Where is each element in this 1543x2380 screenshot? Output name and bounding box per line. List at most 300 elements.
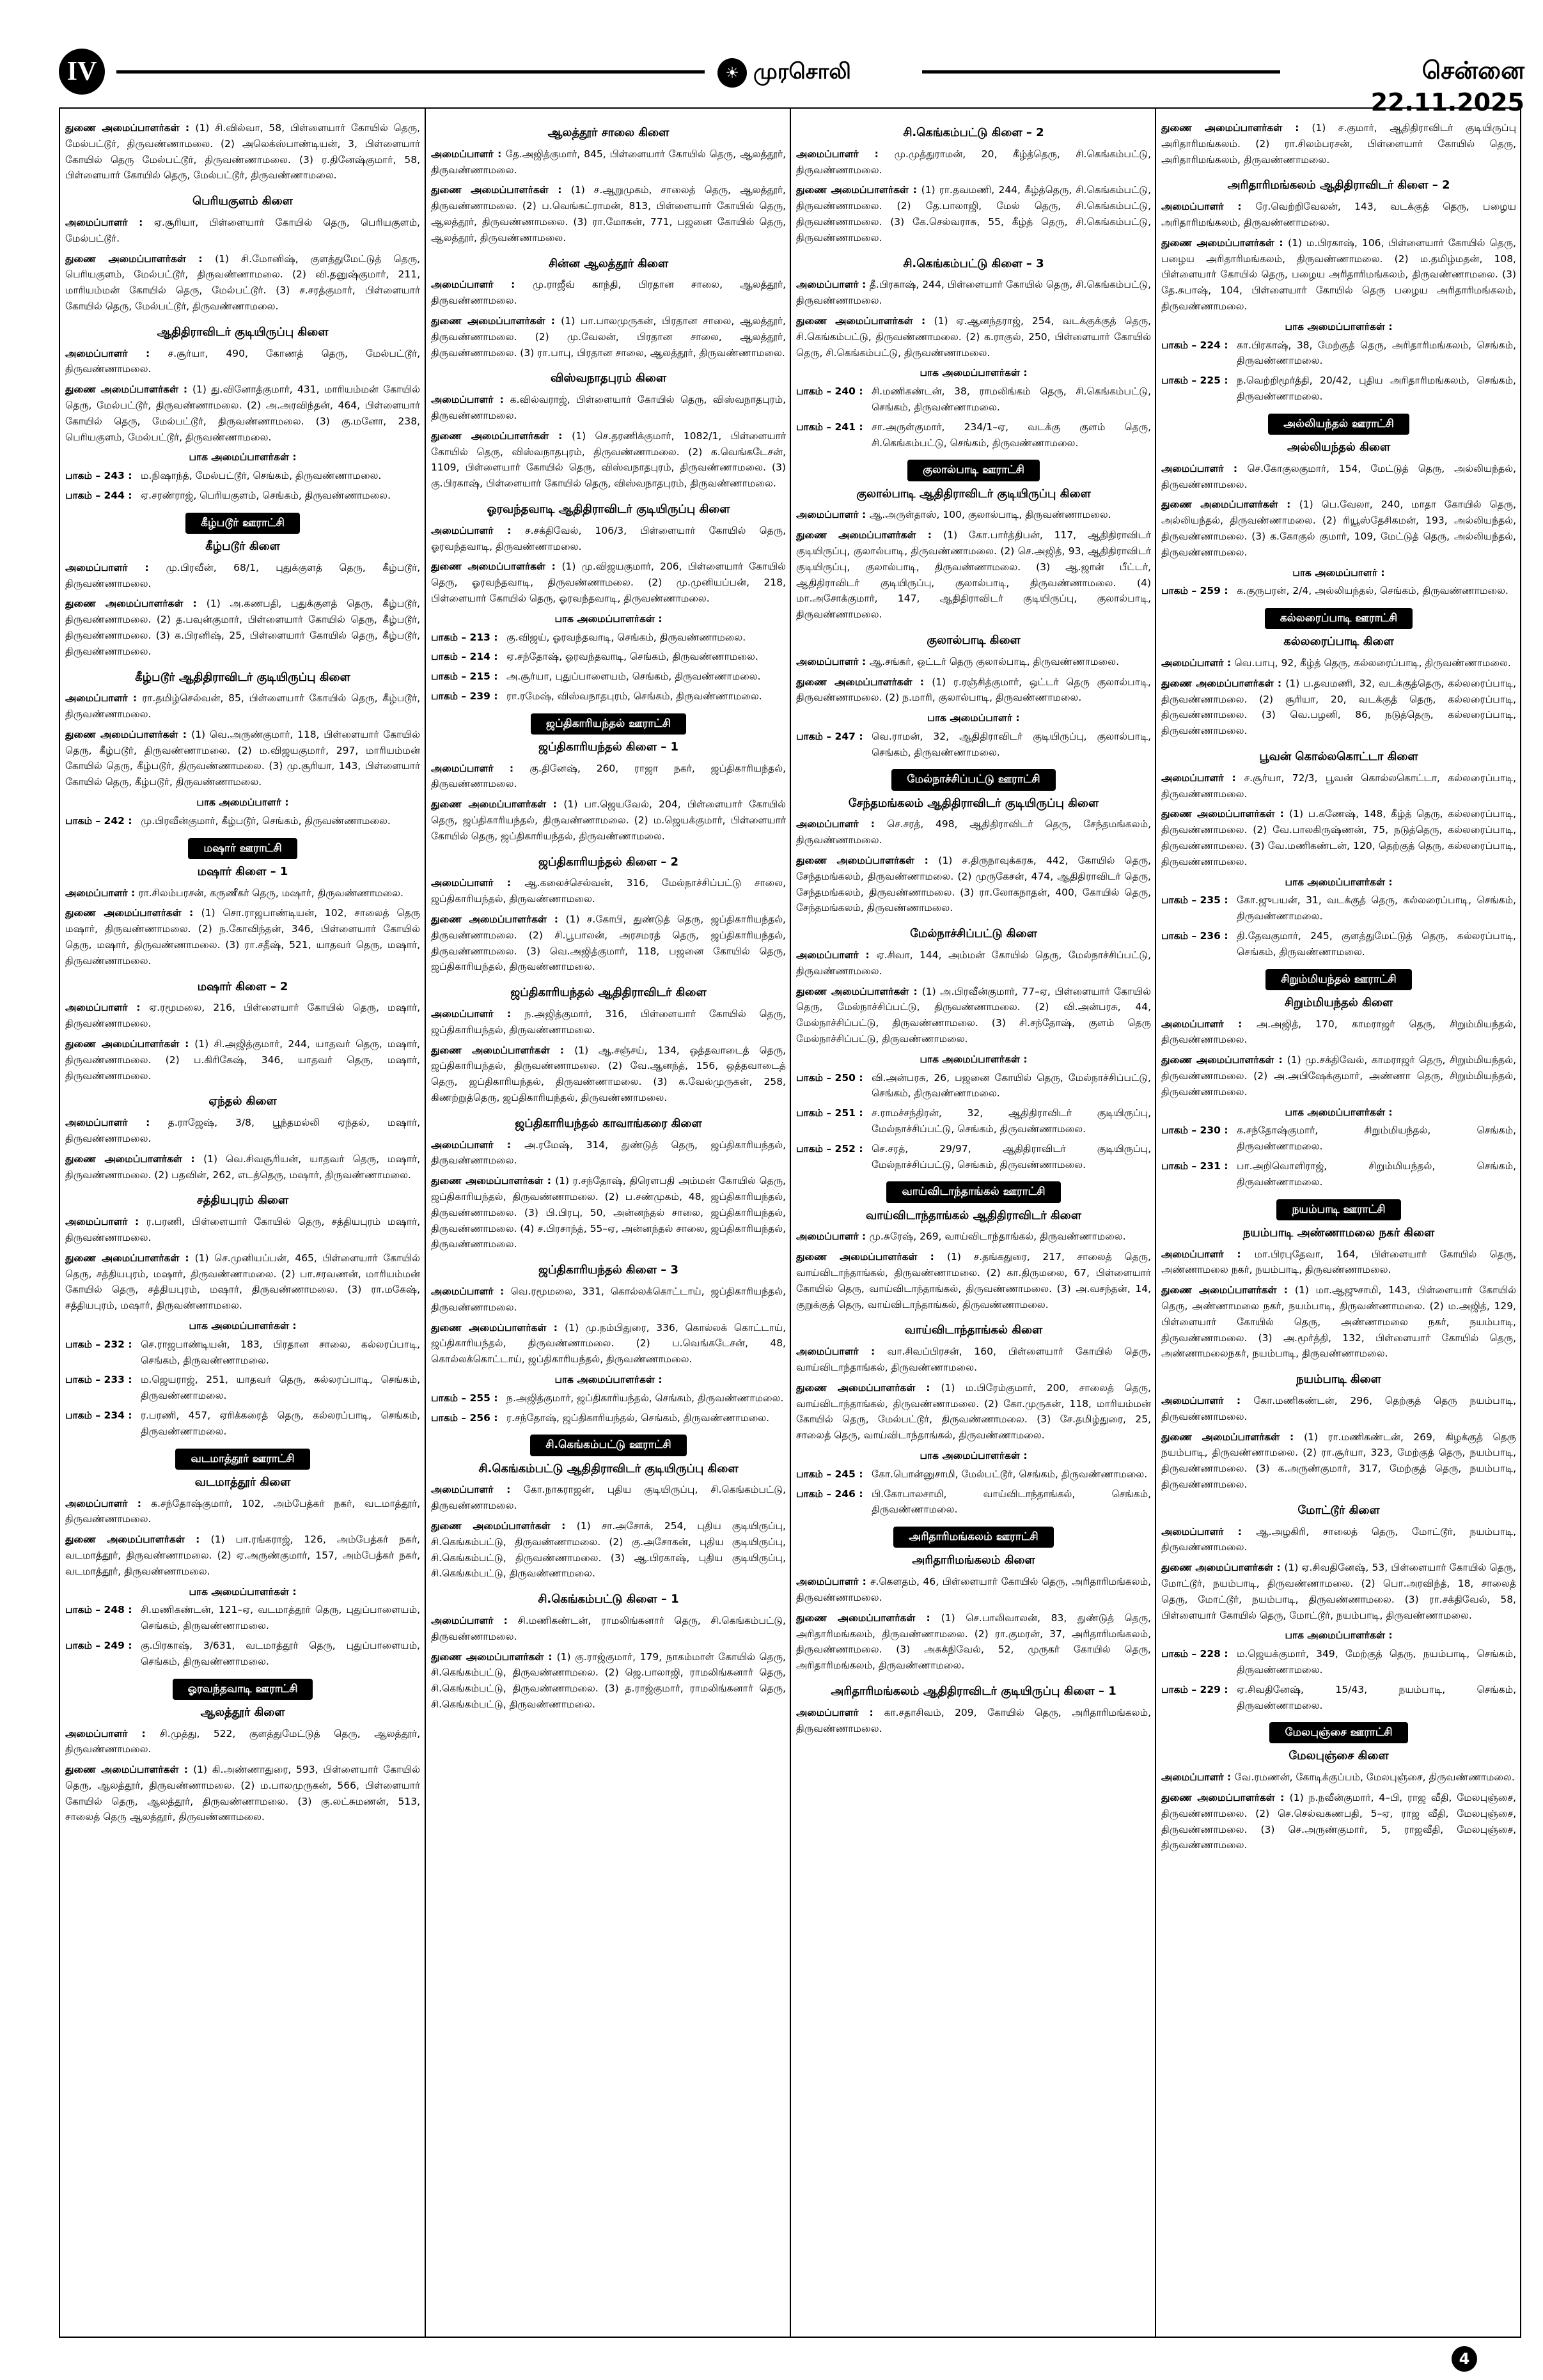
member-details: (1) து.வினோத்குமார், 431, மாரியம்மன் கோயில் தெரு, மேல்பட்டூர், திருவண்ணாமலை. (2) அ.அரவிந்தன், 464, பிள்ளையார் கோயில் தெரு, மேல்பட்டூர், திருவண்ணாமலை. (3) கு.மனோ, 238, பெரியகுளம், மேல்பட்டூர், திருவண்ணாமலை. bbox=[65, 384, 420, 443]
member-details: சி.மணிகண்டன், ராமலிங்கனார் தெரு, சி.கெங்கம்பட்டு, திருவண்ணாமலை. bbox=[431, 1614, 786, 1642]
office-bearer-entry bbox=[65, 905, 420, 968]
branch-section bbox=[431, 124, 786, 246]
member-details: ஏ.சூரியா, பிள்ளையார் கோயில் தெரு, பெரியகுளம், மேல்பட்டூர். bbox=[65, 216, 420, 244]
branch-title: ஜப்திகாரியந்தல் ஆதிதிராவிடர் கிளை bbox=[510, 986, 707, 1000]
booth-member: க.குருபரன், 2/4, அல்லியந்தல், செங்கம், திருவண்ணாமலை. bbox=[1237, 585, 1508, 597]
booth-member: ரா.ரமேஷ், விஸ்வநாதபுரம், செங்கம், திருவண்ணாமலை. bbox=[506, 690, 762, 702]
branch-title: ஆலத்தூர் சாலை கிளை bbox=[547, 126, 670, 139]
office-bearer-entry bbox=[65, 251, 420, 315]
booth-row bbox=[65, 1337, 420, 1369]
branch-section bbox=[1161, 1371, 1516, 1493]
booth-heading: பாக அமைப்பாளர்கள் : bbox=[1285, 876, 1393, 888]
office-bearer-entry bbox=[796, 1380, 1151, 1443]
office-bearer-entry bbox=[1161, 770, 1516, 802]
panchayat-name: குலால்பாடி ஊராட்சி bbox=[907, 460, 1040, 481]
panchayat-banner bbox=[1161, 414, 1516, 435]
member-details: (1) சொ.ராஜபாண்டியன், 102, சாலைத் தெரு மஷார், திருவண்ணாமலை. (2) ந.கோவிந்தன், 346, பிள்ளையார் கோயில் தெரு, மஷார், திருவண்ணாமலை. (3) ரா.சதீஷ், 521, யாதவர் தெரு, மஷார், திருவண்ணாமலை. bbox=[65, 907, 420, 967]
office-bearer-entry bbox=[1161, 1524, 1516, 1556]
office-bearer-entry bbox=[1161, 120, 1516, 167]
branch-title: அரிதாரிமங்கலம் ஆதிதிராவிடர் குடியிருப்பு கிளை – 1 bbox=[831, 1684, 1116, 1698]
booth-row bbox=[796, 1141, 1151, 1173]
booth-number: பாகம் – 243 : bbox=[65, 470, 132, 482]
member-details: வே.ரமணன், கோடிக்குப்பம், மேலபுஞ்சை, திருவண்ணாமலை. bbox=[1234, 1771, 1515, 1784]
office-bearer-entry bbox=[65, 1762, 420, 1825]
member-details: மு.முத்துராமன், 20, கீழ்த்தெரு, சி.கெங்கம்பட்டு, திருவண்ணாமலை. bbox=[796, 148, 1151, 176]
member-details: (1) செ.தரணிக்குமார், 1082/1, பிள்ளையார் கோயில் தெரு, விஸ்வநாதபுரம், திருவண்ணாமலை. (2) க.வெங்கடேசன், 1109, பிள்ளையார் கோயில் தெரு, விஸ்வநாதபுரம், திருவண்ணாமலை. (3) கு.பிரகாஷ், பிள்ளையார் கோயில் தெரு, விஸ்வநாதபுரம், திருவண்ணாமலை. bbox=[431, 430, 786, 490]
role-label: அமைப்பாளர் : bbox=[796, 949, 877, 961]
booth-row bbox=[65, 1638, 420, 1670]
member-details: (1) ஏ.ஆனந்தராஜ், 254, வடக்குக்குத் தெரு, சி.கெங்கம்பட்டு, திருவண்ணாமலை. (2) க.ராகுல், 250, பிள்ளையார் கோயில் தெரு, சி.கெங்கம்பட்டு, திருவண்ணாமலை. bbox=[796, 315, 1151, 359]
role-label: அமைப்பாளர் : bbox=[796, 655, 870, 667]
member-details: அ.அஜித், 170, காமராஜர் தெரு, சிறும்மியந்தல், திருவண்ணாமலை. bbox=[1161, 1018, 1516, 1046]
booth-member: தி.தேவகுமார், 245, குளத்துமேட்டுத் தெரு, கல்லரப்பாடி, செங்கம், திருவண்ணாமலை. bbox=[1237, 930, 1516, 958]
branch-title: மஷார் கிளை – 1 bbox=[197, 864, 288, 878]
role-label: துணை அமைப்பாளர்கள் : bbox=[1161, 122, 1312, 134]
office-bearer-entry bbox=[431, 1649, 786, 1713]
branch-section bbox=[796, 1527, 1151, 1674]
role-label: துணை அமைப்பாளர்கள் : bbox=[65, 253, 215, 265]
branch-title: ஜப்திகாரியந்தல் காவாங்கரை கிளை bbox=[515, 1116, 702, 1130]
member-details: ஆ.அருள்தாஸ், 100, குலால்பாடி, திருவண்ணாமலை. bbox=[869, 509, 1111, 521]
member-details: (1) மு.நம்பிதுரை, 336, கொல்லக் கொட்டாய், ஜப்திகாரியந்தல், திருவண்ணாமலை. (2) ப.வெங்கடேசன், 48, கொல்லக்கொட்டாய், ஜப்திகாரியந்தல், திருவண்ணாமலை. bbox=[431, 1321, 786, 1365]
panchayat-banner bbox=[65, 1449, 420, 1470]
booth-member: செ.ராஜபாண்டியன், 183, பிரதான சாலை, கல்லரப்பாடி, செங்கம், திருவண்ணாமலை. bbox=[141, 1338, 420, 1366]
booth-member: செ.சரத், 29/97, ஆதிதிராவிடர் குடியிருப்பு, மேல்நாச்சிப்பட்டு, செங்கம், திருவண்ணாமலை. bbox=[872, 1142, 1151, 1171]
masthead bbox=[717, 56, 909, 89]
member-details: (1) சி.வில்வா, 58, பிள்ளையார் கோயில் தெரு, மேல்பட்டூர், திருவண்ணாமலை. (2) அலெக்ஸ்பாண்டியன், 3, பிள்ளையார் கோயில் தெரு மேல்பட்டூர், திருவண்ணாமலை. (3) ர.தினேஷ்குமார், 58, பிள்ளையார் கோயில் தெரு, மேல்பட்டூர், திருவண்ணாமலை. bbox=[65, 122, 420, 182]
booth-number: பாகம் – 230 : bbox=[1161, 1124, 1228, 1137]
member-details: வா.சிவப்பிரசன், 160, பிள்ளையார் கோயில் தெரு, வாய்விடாந்தாங்கல், திருவண்ணாமலை. bbox=[796, 1346, 1151, 1373]
panchayat-name: கீழ்படூர் ஊராட்சி bbox=[185, 513, 300, 534]
branch-section bbox=[65, 513, 420, 660]
booth-number: பாகம் – 236 : bbox=[1161, 930, 1228, 942]
booth-number: பாகம் – 239 : bbox=[431, 690, 498, 702]
member-details: ச.கௌதம், 46, பிள்ளையார் கோயில் தெரு, அரிதாரிமங்கலம், திருவண்ணாமலை. bbox=[796, 1576, 1151, 1603]
member-details: (1) மு.விஜயகுமார், 206, பிள்ளையார் கோயில் தெரு, ஓரவந்தவாடி, திருவண்ணாமலை. (2) மு.முனியப்பன், 218, பிள்ளையார் கோயில் தெரு, ஓரவந்தவாடி, திருவண்ணாமலை. bbox=[431, 561, 786, 604]
member-details: ச.சூர்யா, 490, கோணத் தெரு, மேல்பட்டூர், திருவண்ணாமலை. bbox=[65, 347, 420, 375]
member-details: (1) கி.அண்ணாதுரை, 593, பிள்ளையார் கோயில் தெரு, ஆலத்தூர், திருவண்ணாமலை. (2) ம.பாலமுருகன், 566, பிள்ளையார் கோயில் தெரு, ஆலத்தூர், திருவண்ணாமலை. (3) கு.லட்சுமணன், 513, சாலைத் தெரு ஆலத்தூர், திருவண்ணாமலை. bbox=[65, 1764, 420, 1823]
booth-member: வி.அன்பரசு, 26, பஜனை கோயில் தெரு, மேல்நாச்சிப்பட்டு, செங்கம், திருவண்ணாமலை. bbox=[872, 1071, 1151, 1100]
branch-section bbox=[796, 925, 1151, 1172]
role-label: துணை அமைப்பாளர்கள் : bbox=[431, 315, 561, 327]
role-label: அமைப்பாளர் : bbox=[1161, 462, 1248, 474]
office-bearer-entry bbox=[65, 1726, 420, 1758]
panchayat-banner bbox=[65, 838, 420, 859]
column-3 bbox=[796, 120, 1151, 2319]
column-divider bbox=[790, 109, 791, 2337]
booth-member: கு.விஜய், ஓரவந்தவாடி, செங்கம், திருவண்ணாமலை. bbox=[506, 631, 746, 643]
role-label: அமைப்பாளர் : bbox=[796, 818, 888, 830]
booth-row bbox=[1161, 928, 1516, 960]
booth-member: கு.பிரகாஷ், 3/631, வடமாத்தூர் தெரு, புதுப்பாளையம், செங்கம், திருவண்ணாமலை. bbox=[141, 1639, 420, 1667]
office-bearer-entry bbox=[431, 428, 786, 492]
branch-section bbox=[65, 192, 420, 315]
member-details: (1) ப.கணேஷ், 148, கீழ்த் தெரு, கல்லரைப்பாடி, திருவண்ணாமலை. (2) வே.பாலகிருஷ்ணன், 75, நடுத்தெரு, கல்லரைப்பாடி, திருவண்ணாமலை. (3) வே.மணிகண்டன், 120, தெற்குத் தெரு, கல்லரைப்பாடி, திருவண்ணாமலை. bbox=[1161, 808, 1516, 867]
branch-section bbox=[431, 984, 786, 1106]
office-bearer-entry bbox=[1161, 199, 1516, 231]
member-details: (1) ச.கோபி, துண்டுத் தெரு, ஜப்திகாரியந்தல், திருவண்ணாமலை. (2) சி.பூபாலன், அரசமரத் தெரு, ஜப்திகாரியந்தல், திருவண்ணாமலை. (3) வெ.அஜித்குமார், 118, பஜனை கோயில் தெரு, ஜப்திகாரியந்தல், திருவண்ணாமலை. bbox=[431, 914, 786, 973]
branch-section bbox=[431, 713, 786, 844]
office-bearer-entry bbox=[796, 507, 1151, 523]
branch-title: சி.கெங்கம்பட்டு கிளை – 2 bbox=[903, 126, 1044, 139]
booth-heading: பாக அமைப்பாளர்கள் : bbox=[1285, 1106, 1393, 1118]
page-header bbox=[59, 56, 1524, 116]
booth-number: பாகம் – 233 : bbox=[65, 1374, 132, 1386]
booth-row bbox=[1161, 583, 1516, 599]
column-divider bbox=[1155, 109, 1156, 2337]
booth-number: பாகம் – 250 : bbox=[796, 1071, 863, 1084]
role-label: அமைப்பாளர் : bbox=[65, 347, 168, 359]
member-details: (1) கோ.பார்த்திபன், 117, ஆதிதிராவிடர் குடியிருப்பு, குலால்பாடி, திருவண்ணாமலை. (2) செ.அஜித், 93, ஆதிதிராவிடர் குடியிருப்பு, குலால்பாடி, திருவண்ணாமலை. (3) ஆ.ஜான் பீட்டர், ஆதிதிராவிடர் குடியிருப்பு, குலால்பாடி, திருவண்ணாமலை. (4) மா.அசோக்குமார், 147, ஆதிதிராவிடர் குடியிருப்பு, குலால்பாடி, திருவண்ணாமலை. bbox=[796, 529, 1151, 621]
panchayat-name: அல்லியந்தல் ஊராட்சி bbox=[1268, 414, 1409, 435]
booth-heading: பாக அமைப்பாளர் : bbox=[1292, 566, 1385, 579]
booth-heading: பாக அமைப்பாளர் : bbox=[196, 797, 289, 809]
office-bearer-entry bbox=[1161, 1052, 1516, 1100]
role-label: அமைப்பாளர் : bbox=[796, 279, 870, 291]
role-label: துணை அமைப்பாளர்கள் : bbox=[431, 561, 562, 573]
branch-section bbox=[65, 1679, 420, 1826]
member-details: (1) பா.ரங்கராஜ், 126, அம்பேத்கர் நகர், வடமாத்தூர், திருவண்ணாமலை. (2) ஏ.அருண்குமார், 157, அம்பேத்கர் நகர், வடமாத்தூர், திருவண்ணாமலை. bbox=[65, 1534, 420, 1577]
branch-title: கீழ்படூர் கிளை bbox=[205, 539, 280, 553]
column-2 bbox=[431, 120, 786, 2319]
role-label: அமைப்பாளர் : bbox=[65, 1727, 160, 1739]
booth-row bbox=[65, 488, 420, 504]
branch-section bbox=[431, 1591, 786, 1713]
member-details: ர.பரணி, பிள்ளையார் கோயில் தெரு, சத்தியபுரம் மஷார், திருவண்ணாமலை. bbox=[65, 1216, 420, 1243]
branch-title: மேல்நாச்சிப்பட்டு கிளை bbox=[910, 927, 1037, 941]
panchayat-banner bbox=[796, 1527, 1151, 1548]
branch-section bbox=[431, 1435, 786, 1582]
branch-section bbox=[65, 1093, 420, 1183]
panchayat-banner bbox=[65, 513, 420, 534]
role-label: துணை அமைப்பாளர்கள் : bbox=[65, 1252, 195, 1264]
office-bearer-entry bbox=[431, 912, 786, 975]
member-details: (1) சா.அசோக், 254, புதிய குடியிருப்பு, சி.கெங்கம்பட்டு, திருவண்ணாமலை. (2) கு.அசோகன், புதிய குடியிருப்பு, சி.கெங்கம்பட்டு, திருவண்ணாமலை. (3) ஆ.பிரகாஷ், புதிய குடியிருப்பு, சி.கெங்கம்பட்டு, திருவண்ணாமலை. bbox=[431, 1520, 786, 1580]
booth-number: பாகம் – 247 : bbox=[796, 730, 863, 742]
role-label: துணை அமைப்பாளர்கள் : bbox=[65, 1534, 211, 1546]
booth-number: பாகம் – 255 : bbox=[431, 1392, 498, 1404]
booth-number: பாகம் – 244 : bbox=[65, 489, 132, 501]
member-details: (1) ரா.மணிகண்டன், 269, கிழக்குத் தெரு நயம்பாடி, திருவண்ணாமலை. (2) ரா.சூர்யா, 323, மேற்குத் தெரு, நயம்பாடி, திருவண்ணாமலை. (3) க.அருண்குமார், 317, மேற்குத் தெரு, நயம்பாடி, திருவண்ணாமலை. bbox=[1161, 1431, 1516, 1490]
office-bearer-entry bbox=[431, 1284, 786, 1316]
booth-number: பாகம் – 245 : bbox=[796, 1468, 863, 1480]
member-details: (1) அ.கணபதி, புதுக்குளத் தெரு, கீழ்படூர், திருவண்ணாமலை. (2) த.பவுன்குமார், பிள்ளையார் கோயில் தெரு, கீழ்படூர், திருவண்ணாமலை. (3) க.பிரனிஷ், 25, பிள்ளையார் கோயில் தெரு, கீழ்படூர், திருவண்ணாமலை. bbox=[65, 598, 420, 657]
role-label: அமைப்பாளர் : bbox=[1161, 201, 1256, 213]
member-details: தீ.பிரகாஷ், 244, பிள்ளையார் கோயில் தெரு, சி.கெங்கம்பட்டு, திருவண்ணாமலை. bbox=[796, 279, 1151, 307]
office-bearer-entry bbox=[796, 1574, 1151, 1606]
member-details: கா.சதாசிவம், 209, கோயில் தெரு, அரிதாரிமங்கலம், திருவண்ணாமலை. bbox=[796, 1706, 1151, 1734]
branch-section bbox=[796, 1321, 1151, 1518]
member-details: ஏ.ரமூமலை, 216, பிள்ளையார் கோயில் தெரு, மஷார், திருவண்ணாமலை. bbox=[65, 1002, 420, 1030]
branch-title: அல்லியந்தல் கிளை bbox=[1287, 440, 1391, 454]
branch-title: குலால்பாடி ஆதிதிராவிடர் குடியிருப்பு கிளை bbox=[856, 486, 1091, 501]
booth-heading: பாக அமைப்பாளர்கள் : bbox=[189, 451, 297, 463]
branch-title: வாய்விடாந்தாங்கல் ஆதிதிராவிடர் கிளை bbox=[866, 1208, 1081, 1222]
panchayat-name: மஷார் ஊராட்சி bbox=[188, 838, 297, 859]
member-details: தே.அஜித்குமார், 845, பிள்ளையார் கோயில் தெரு, ஆலத்தூர், திருவண்ணாமலை. bbox=[431, 148, 786, 176]
booth-member: ர.சந்தோஷ், ஜப்திகாரியந்தல், செங்கம், திருவண்ணாமலை. bbox=[506, 1412, 770, 1424]
branch-section bbox=[65, 1192, 420, 1439]
branch-section bbox=[65, 323, 420, 504]
role-label: துணை அமைப்பாளர்கள் : bbox=[65, 1764, 194, 1776]
office-bearer-entry bbox=[431, 559, 786, 606]
booth-number: பாகம் – 214 : bbox=[431, 651, 498, 663]
booth-row bbox=[431, 1410, 786, 1426]
booth-member: ம.நிஷாந்த், மேல்பட்டூர், செங்கம், திருவண்ணாமலை. bbox=[141, 470, 382, 482]
panchayat-name: மேல்நாச்சிப்பட்டு ஊராட்சி bbox=[891, 769, 1055, 790]
role-label: துணை அமைப்பாளர்கள் : bbox=[796, 985, 922, 997]
role-label: துணை அமைப்பாளர்கள் : bbox=[65, 1038, 195, 1050]
booth-member: மு.பிரவீன்குமார், கீழ்படூர், செங்கம், திருவண்ணாமலை. bbox=[141, 814, 391, 827]
role-label: அமைப்பாளர் : bbox=[1161, 1525, 1257, 1537]
member-details: (1) ச.குமார், ஆதிதிராவிடர் குடியிருப்பு அரிதாரிமங்கலம். (2) ரா.சிலம்பரசன், பிள்ளையார் கோயில் தெரு, அரிதாரிமங்கலம், திருவண்ணாமலை. bbox=[1161, 122, 1516, 166]
branch-title: சி.கெங்கம்பட்டு கிளை – 3 bbox=[903, 256, 1044, 270]
member-details: (1) சி.மோனிஷ், குளத்துமேட்டுத் தெரு, பெரியகுளம், மேல்பட்டூர், திருவண்ணாமலை. (2) வி.தனுஷ்குமார், 211, மாரியம்மன் கோயில் தெரு, மேல்பட்டூர். (3) ச.சரத்குமார், பிள்ளையார் கோயில் தெரு, மேல்பட்டூர், திருவண்ணாமலை. bbox=[65, 253, 420, 312]
member-details: (1) ஏ.சிவதினேஷ், 53, பிள்ளையார் கோயில் தெரு, மோட்டூர், நயம்பாடி, திருவண்ணாமலை. (2) பொ.அரவிந்த், 18, சாலைத் தெரு, மோட்டூர், நயம்பாடி, திருவண்ணாமலை. (3) ரா.சக்திவேல், 58, பிள்ளையார் கோயில் தெரு, மோட்டூர், நயம்பாடி, திருவண்ணாமலை. bbox=[1161, 1562, 1516, 1621]
member-details: மு.ராஜீவ் காந்தி, பிரதான சாலை, ஆலத்தூர், திருவண்ணாமலை. bbox=[431, 279, 786, 307]
panchayat-banner bbox=[796, 1181, 1151, 1202]
role-label: அமைப்பாளர் : bbox=[65, 692, 143, 704]
booth-member: அ.சூர்யா, புதுப்பாளையம், செங்கம், திருவண்ணாமலை. bbox=[506, 671, 761, 683]
role-label: துணை அமைப்பாளர்கள் : bbox=[796, 676, 932, 688]
role-label: துணை அமைப்பாளர்கள் : bbox=[796, 529, 944, 541]
footer-page-number: 4 bbox=[1452, 2346, 1477, 2372]
member-details: ஆ.கலைச்செல்வன், 316, மேல்நாச்சிப்பட்டு சாலை, ஜப்திகாரியந்தல், திருவண்ணாமலை. bbox=[431, 877, 786, 905]
office-bearer-entry bbox=[431, 875, 786, 907]
office-bearer-entry bbox=[1161, 1790, 1516, 1853]
role-label: அமைப்பாளர் : bbox=[1161, 1394, 1254, 1406]
booth-row bbox=[431, 630, 786, 646]
panchayat-name: சிறும்மியந்தல் ஊராட்சி bbox=[1265, 969, 1411, 990]
office-bearer-entry bbox=[431, 797, 786, 844]
office-bearer-entry bbox=[65, 1036, 420, 1084]
member-details: (1) மா.ஆஜுசாமி, 143, பிள்ளையார் கோயில் தெரு, அண்ணாமலை நகர், நயம்பாடி, திருவண்ணாமலை. (2) ம.அஜித், 129, பிள்ளையார் கோயில் தெரு, அண்ணாமலை நகர், நயம்பாடி, திருவண்ணாமலை. (3) அ.மூர்த்தி, 132, பிள்ளையார் கோயில் தெரு, அண்ணாமலைநகர், நயம்பாடி, திருவண்ணாமலை. bbox=[1161, 1284, 1516, 1360]
booth-row bbox=[431, 669, 786, 685]
booth-row bbox=[65, 1602, 420, 1634]
office-bearer-entry bbox=[431, 182, 786, 245]
member-details: கோ.மணிகண்டன், 296, தெற்குத் தெரு நயம்பாடி, திருவண்ணாமலை. bbox=[1161, 1394, 1516, 1422]
office-bearer-entry bbox=[431, 146, 786, 178]
office-bearer-entry bbox=[431, 313, 786, 361]
branch-section bbox=[431, 369, 786, 492]
booth-member: வெ.ராமன், 32, ஆதிதிராவிடர் குடியிருப்பு, குலால்பாடி, செங்கம், திருவண்ணாமலை. bbox=[872, 730, 1151, 758]
booth-row bbox=[1161, 1646, 1516, 1678]
role-label: துணை அமைப்பாளர்கள் : bbox=[1161, 1792, 1290, 1804]
office-bearer-entry bbox=[65, 1250, 420, 1314]
booth-row bbox=[1161, 892, 1516, 924]
booth-row bbox=[65, 813, 420, 829]
member-details: (1) செ.முனியப்பன், 465, பிள்ளையார் கோயில் தெரு, சத்தியபுரம், மஷார், திருவண்ணாமலை. (2) பா.சரவணன், மாரியம்மன் கோயில் தெரு, சத்தியபுரம், மஷார், திருவண்ணாமலை. (3) ரா.மகேஷ், சத்தியபுரம், மஷார், திருவண்ணாமலை. bbox=[65, 1252, 420, 1312]
office-bearer-entry bbox=[1161, 1247, 1516, 1279]
booth-member: ஏ.சந்தோஷ், ஓரவந்தவாடி, செங்கம், திருவண்ணாமலை. bbox=[506, 651, 758, 663]
booth-number: பாகம் – 241 : bbox=[796, 421, 863, 433]
booth-row bbox=[796, 1105, 1151, 1137]
role-label: துணை அமைப்பாளர்கள் : bbox=[65, 728, 192, 740]
booth-row bbox=[431, 1390, 786, 1406]
office-bearer-entry bbox=[796, 674, 1151, 706]
role-label: துணை அமைப்பாளர்கள் : bbox=[431, 1321, 565, 1334]
panchayat-banner bbox=[1161, 608, 1516, 629]
member-details: ரா.தமிழ்செல்வன், 85, பிள்ளையார் கோயில் தெரு, கீழ்படூர், திருவண்ணாமலை. bbox=[65, 692, 420, 720]
member-details: அ.ரமேஷ், 314, துண்டுத் தெரு, ஜப்திகாரியந்தல், திருவண்ணாமலை. bbox=[431, 1139, 786, 1167]
member-details: செ.சரத், 498, ஆதிதிராவிடர் தெரு, சேந்தமங்கலம், திருவண்ணாமலை. bbox=[796, 818, 1151, 846]
panchayat-name: மேலபுஞ்சை ஊராட்சி bbox=[1269, 1722, 1407, 1743]
office-bearer-entry bbox=[1161, 1769, 1516, 1785]
branch-title: ஆலத்தூர் கிளை bbox=[200, 1705, 285, 1719]
branch-title: சி.கெங்கம்பட்டு கிளை – 1 bbox=[538, 1592, 679, 1606]
role-label: அமைப்பாளர் : bbox=[431, 1008, 525, 1020]
branch-section bbox=[65, 669, 420, 829]
branch-title: ஜப்திகாரியந்தல் கிளை – 2 bbox=[538, 855, 679, 869]
member-details: கோ.நாகராஜன், புதிய குடியிருப்பு, சி.கெங்கம்பட்டு, திருவண்ணாமலை. bbox=[431, 1484, 786, 1512]
booth-number: பாகம் – 213 : bbox=[431, 631, 498, 643]
panchayat-name: வாய்விடாந்தாங்கல் ஊராட்சி bbox=[886, 1181, 1060, 1202]
role-label: துணை அமைப்பாளர்கள் : bbox=[65, 598, 207, 610]
role-label: துணை அமைப்பாளர்கள் : bbox=[796, 315, 934, 327]
branch-title: சேந்தமங்கலம் ஆதிதிராவிடர் குடியிருப்பு கிளை bbox=[848, 796, 1099, 810]
branch-section bbox=[431, 1115, 786, 1252]
office-bearer-entry bbox=[796, 947, 1151, 979]
booth-row bbox=[65, 1408, 420, 1440]
branch-title: அரிதாரிமங்கலம் ஆதிதிராவிடர் கிளை – 2 bbox=[1227, 178, 1450, 192]
role-label: துணை அமைப்பாளர்கள் : bbox=[1161, 499, 1299, 511]
role-label: அமைப்பாளர் : bbox=[431, 1614, 518, 1626]
role-label: அமைப்பாளர் : bbox=[796, 1346, 888, 1358]
booth-number: பாகம் – 242 : bbox=[65, 814, 132, 827]
role-label: துணை அமைப்பாளர்கள் : bbox=[796, 855, 939, 867]
branch-section bbox=[65, 120, 420, 183]
member-details: ஆ.சங்கர், ஒட்டர் தெரு குலால்பாடி, திருவண்ணாமலை. bbox=[869, 655, 1120, 667]
member-details: மு.சுரேஷ், 269, வாய்விடாந்தாங்கல், திருவண்ணாமலை. bbox=[869, 1231, 1126, 1243]
member-details: (1) வெ.சிவசூரியன், யாதவர் தெரு, மஷார், திருவண்ணாமலை. (2) பதவின், 262, எடத்தெரு, மஷார், திருவண்ணாமலை. bbox=[65, 1153, 420, 1181]
branch-title: ஜப்திகாரியந்தல் கிளை – 3 bbox=[538, 1263, 679, 1277]
booth-row bbox=[796, 384, 1151, 416]
role-label: அமைப்பாளர் : bbox=[431, 1139, 525, 1151]
office-bearer-entry bbox=[796, 1705, 1151, 1737]
role-label: துணை அமைப்பாளர்கள் : bbox=[65, 122, 196, 134]
office-bearer-entry bbox=[796, 182, 1151, 245]
panchayat-name: ஓரவந்தவாடி ஊராட்சி bbox=[173, 1679, 313, 1700]
branch-section bbox=[431, 255, 786, 361]
role-label: துணை அமைப்பாளர்கள் : bbox=[431, 1651, 557, 1663]
role-label: அமைப்பாளர் : bbox=[65, 216, 154, 228]
office-bearer-entry bbox=[65, 215, 420, 247]
role-label: அமைப்பாளர் : bbox=[431, 1286, 511, 1297]
office-bearer-entry bbox=[796, 1610, 1151, 1674]
role-label: துணை அமைப்பாளர்கள் : bbox=[431, 184, 571, 196]
office-bearer-entry bbox=[431, 1173, 786, 1252]
member-details: (1) சி.அஜித்குமார், 244, யாதவர் தெரு, மஷார், திருவண்ணாமலை. (2) ப.கிரிகேஷ், 346, யாதவர் தெரு, மஷார், திருவண்ணாமலை. bbox=[65, 1038, 420, 1082]
office-bearer-entry bbox=[65, 1496, 420, 1528]
member-details: (1) செ.பாலிவாலன், 83, துண்டுத் தெரு, அரிதாரிமங்கலம், திருவண்ணாமலை. (2) ரா.குமரன், 37, அரிதாரிமங்கலம், திருவண்ணாமலை. (3) அசுக்நிவேல், 52, முருகர் கோயில் தெரு, அரிதாரிமங்கலம், திருவண்ணாமலை. bbox=[796, 1612, 1151, 1672]
booth-row bbox=[65, 468, 420, 484]
role-label: துணை அமைப்பாளர்கள் : bbox=[796, 184, 921, 196]
member-details: சி.முத்து, 522, குளத்துமேட்டுத் தெரு, ஆலத்தூர், திருவண்ணாமலை. bbox=[65, 1727, 420, 1755]
booth-member: சா.அருள்குமார், 234/1–ஏ, வடக்கு குளம் தெரு, சி.கெங்கம்பட்டு, செங்கம், திருவண்ணாமலை. bbox=[872, 421, 1151, 449]
header-rule-left bbox=[116, 70, 705, 74]
panchayat-name: அரிதாரிமங்கலம் ஊராட்சி bbox=[893, 1527, 1053, 1548]
office-bearer-entry bbox=[1161, 497, 1516, 560]
booth-number: பாகம் – 259 : bbox=[1161, 585, 1228, 597]
office-bearer-entry bbox=[796, 146, 1151, 178]
member-details: (1) ம.பிரேம்குமார், 200, சாலைத் தெரு, வாய்விடாந்தாங்கல், திருவண்ணாமலை. (2) கோ.முருகன், 118, மாரியம்மன் கோயில் தெரு, மேல்பட்டூர், திருவண்ணாமலை. (3) சே.தமிழ்துரை, 25, சாலைத் தெரு, வாய்விடாந்தாங்கல், திருவண்ணாமலை. bbox=[796, 1381, 1151, 1442]
panchayat-banner bbox=[431, 713, 786, 735]
member-details: மு.பிரவீன், 68/1, புதுக்குளத் தெரு, கீழ்படூர், திருவண்ணாமலை. bbox=[65, 561, 420, 589]
member-details: (1) மு.சக்திவேல், காமராஜர் தெரு, சிறும்மியந்தல், திருவண்ணாமலை. (2) அ.அபிஷேக்குமார், அண்ணா தெரு, சிறும்மியந்தல், திருவண்ணாமலை. bbox=[1161, 1054, 1516, 1098]
panchayat-name: சி.கெங்கம்பட்டு ஊராட்சி bbox=[530, 1435, 687, 1456]
booth-heading: பாக அமைப்பாளர்கள் : bbox=[189, 1319, 297, 1332]
branch-title: சிறும்மியந்தல் கிளை bbox=[1284, 995, 1393, 1009]
office-bearer-entry bbox=[1161, 676, 1516, 739]
branch-section bbox=[796, 1683, 1151, 1736]
booth-member: கா.பிரகாஷ், 38, மேற்குத் தெரு, அரிதாரிமங்கலம், செங்கம், திருவண்ணாமலை. bbox=[1237, 339, 1516, 367]
office-bearer-entry bbox=[65, 1151, 420, 1183]
role-label: துணை அமைப்பாளர்கள் : bbox=[65, 384, 192, 396]
panchayat-banner bbox=[796, 460, 1151, 481]
role-label: அமைப்பாளர் : bbox=[1161, 1248, 1255, 1260]
office-bearer-entry bbox=[431, 392, 786, 424]
role-label: அமைப்பாளர் : bbox=[65, 561, 166, 573]
office-bearer-entry bbox=[796, 527, 1151, 623]
booth-number: பாகம் – 240 : bbox=[796, 385, 863, 398]
booth-number: பாகம் – 249 : bbox=[65, 1639, 132, 1651]
branch-section bbox=[1161, 414, 1516, 599]
office-bearer-entry bbox=[431, 1006, 786, 1038]
member-details: (1) வெ.அருண்குமார், 118, பிள்ளையார் கோயில் தெரு, கீழ்படூர், திருவண்ணாமலை. (2) ம.விஜயகுமார், 297, மாரியம்மன் கோயில் தெரு, கீழ்படூர், திருவண்ணாமலை. (3) மு.சூரியா, 143, பிள்ளையார் கோயில் தெரு, கீழ்படூர், திருவண்ணாமலை. bbox=[65, 728, 420, 788]
booth-number: பாகம் – 232 : bbox=[65, 1338, 132, 1350]
member-details: (1) ப.தவமணி, 32, வடக்குத்தெரு, கல்லரைப்பாடி, திருவண்ணாமலை. (2) சூரியா, 20, வடக்குத் தெரு, கல்லரைப்பாடி, திருவண்ணாமலை. (3) வெ.பழனி, 86, நடுத்தெரு, கல்லரைப்பாடி, திருவண்ணாமலை. bbox=[1161, 677, 1516, 737]
booth-row bbox=[796, 1466, 1151, 1482]
member-details: (1) அ.பிரவீன்குமார், 77–ஏ, பிள்ளையார் கோயில் தெரு, மேல்நாச்சிப்பட்டு, திருவண்ணாமலை. (2) வி.அன்பரசு, 44, மேல்நாச்சிப்பட்டு, திருவண்ணாமலை. (3) சி.சந்தோஷ், குளம் தெரு மேல்நாச்சிப்பட்டு, திருவண்ணாமலை. bbox=[796, 985, 1151, 1045]
member-details: (1) பா.ஜெயவேல், 204, பிள்ளையார் கோயில் தெரு, ஜப்திகாரியந்தல், திருவண்ணாமலை. (2) ம.ஜெயக்குமார், பிள்ளையார் கோயில் தெரு, ஜப்திகாரியந்தல், திருவண்ணாமலை. bbox=[431, 798, 786, 842]
booth-member: ந.அஜித்குமார், ஜப்திகாரியந்தல், செங்கம், திருவண்ணாமலை. bbox=[506, 1392, 784, 1404]
branch-section bbox=[1161, 608, 1516, 739]
office-bearer-entry bbox=[65, 1000, 420, 1032]
office-bearer-entry bbox=[431, 761, 786, 793]
branch-title: விஸ்வநாதபுரம் கிளை bbox=[550, 371, 667, 385]
booth-number: பாகம் – 229 : bbox=[1161, 1683, 1228, 1695]
office-bearer-entry bbox=[796, 654, 1151, 670]
branch-title: பூவன் கொல்லகொட்டா கிளை bbox=[1259, 750, 1418, 764]
office-bearer-entry bbox=[431, 1320, 786, 1367]
panchayat-banner bbox=[796, 769, 1151, 790]
booth-row bbox=[796, 1486, 1151, 1518]
office-bearer-entry bbox=[1161, 461, 1516, 493]
office-bearer-entry bbox=[65, 1115, 420, 1147]
role-label: அமைப்பாளர் : bbox=[431, 762, 530, 774]
booth-heading: பாக அமைப்பாளர்கள் : bbox=[554, 612, 662, 625]
office-bearer-entry bbox=[431, 1482, 786, 1514]
booth-number: பாகம் – 256 : bbox=[431, 1412, 498, 1424]
role-label: அமைப்பாளர் : bbox=[431, 279, 533, 291]
booth-heading: பாக அமைப்பாளர்கள் : bbox=[920, 1053, 1028, 1065]
booth-member: ர.பரணி, 457, ஏரிக்கரைத் தெரு, கல்லரப்பாடி, செங்கம், திருவண்ணாமலை. bbox=[141, 1409, 420, 1437]
branch-section bbox=[1161, 1722, 1516, 1853]
office-bearer-entry bbox=[431, 1137, 786, 1169]
booth-row bbox=[1161, 1682, 1516, 1714]
member-details: ஆ.அழகிரி, சாலைத் தெரு, மோட்டூர், நயம்பாடி, திருவண்ணாமலை. bbox=[1161, 1525, 1516, 1553]
branch-section bbox=[431, 1261, 786, 1426]
office-bearer-entry bbox=[796, 1229, 1151, 1245]
branch-title: சின்ன ஆலத்தூர் கிளை bbox=[548, 256, 669, 270]
role-label: துணை அமைப்பாளர்கள் : bbox=[431, 914, 566, 926]
member-details: (1) கு.ராஜ்குமார், 179, நாகம்மாள் கோயில் தெரு, சி.கெங்கம்பட்டு, திருவண்ணாமலை. (2) ஜெ.பாலாஜி, ராமலிங்கனார் தெரு, சி.கெங்கம்பட்டு, திருவண்ணாமலை. (3) த.ராஜ்குமார், ராமலிங்கனார் தெரு, சி.கெங்கம்பட்டு, திருவண்ணாமலை. bbox=[431, 1651, 786, 1710]
role-label: அமைப்பாளர் : bbox=[65, 1002, 150, 1014]
member-details: வெ.பாபு, 92, கீழ்த் தெரு, கல்லரைப்பாடி, திருவண்ணாமலை. bbox=[1234, 657, 1511, 669]
member-details: (1) ந.நவீன்குமார், 4–பி, ராஜ வீதி, மேலபுஞ்சை, திருவண்ணாமலை. (2) செ.செல்வகணபதி, 5–ஏ, ராஜ வீதி, மேலபுஞ்சை, திருவண்ணாமலை. (3) செ.அருண்குமார், 5, ராஜவீதி, மேலபுஞ்சை, திருவண்ணாமலை. bbox=[1161, 1792, 1516, 1851]
branch-title: ஜப்திகாரியந்தல் கிளை – 1 bbox=[538, 740, 679, 754]
booth-member: ம.ஜெயராஜ், 251, யாதவர் தெரு, கல்லரப்பாடி, செங்கம், திருவண்ணாமலை. bbox=[141, 1374, 420, 1402]
